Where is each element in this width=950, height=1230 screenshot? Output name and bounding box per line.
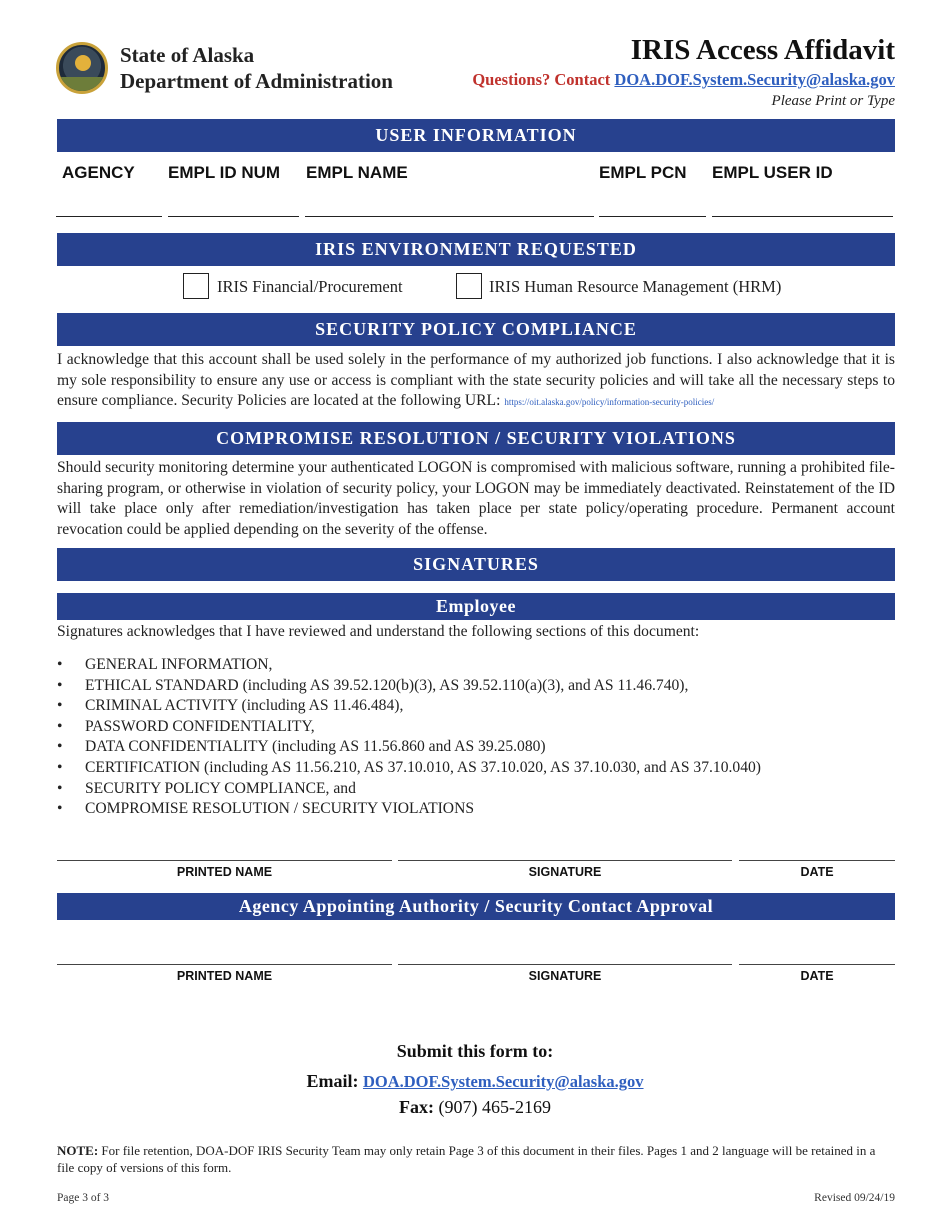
employee-printed-name-field[interactable] bbox=[57, 860, 392, 861]
hrm-label: IRIS Human Resource Management (HRM) bbox=[489, 277, 782, 296]
list-item: • GENERAL INFORMATION, bbox=[57, 656, 273, 673]
note-label: NOTE: bbox=[57, 1143, 99, 1158]
signatures-heading: SIGNATURES bbox=[57, 548, 895, 581]
empl-user-id-column-header: EMPL USER ID bbox=[712, 163, 833, 182]
employee-printed-name-label: PRINTED NAME bbox=[176, 865, 273, 879]
employee-date-label: DATE bbox=[800, 865, 834, 879]
security-policy-body: I acknowledge that this account shall be used solely in the performance of my authorized job functions. I also acknowledge that it is my sole responsibility to ensure any use or access is compliant with the state security policies and will take all the necessary steps to ensure compliance. Security Policies are located at the following URL: bbox=[57, 351, 895, 410]
empl-id-column-header: EMPL ID NUM bbox=[168, 163, 281, 182]
empl-id-field[interactable] bbox=[168, 216, 299, 217]
page-number: Page 3 of 3 bbox=[57, 1192, 110, 1204]
list-item: • PASSWORD CONFIDENTIALITY, bbox=[57, 717, 315, 735]
approver-signature-label: SIGNATURE bbox=[528, 969, 602, 983]
compromise-heading: COMPROMISE RESOLUTION / SECURITY VIOLATIONS bbox=[57, 422, 895, 455]
list-item: • CERTIFICATION (including AS 11.56.210, AS 37.10.010, AS 37.10.020, AS 37.10.030, and AS 37.10.040) bbox=[57, 758, 761, 776]
empl-name-column-header: EMPL NAME bbox=[306, 163, 408, 182]
form-title: IRIS Access Affidavit bbox=[630, 34, 895, 66]
hrm-checkbox[interactable] bbox=[456, 273, 482, 299]
submit-email-link[interactable]: DOA.DOF.System.Security@alaska.gov bbox=[362, 1072, 644, 1091]
empl-pcn-field[interactable] bbox=[599, 216, 706, 217]
agency-field[interactable] bbox=[56, 216, 162, 217]
signatures-intro: Signatures acknowledges that I have reviewed and understand the following sections of this document: bbox=[57, 623, 700, 640]
financial-procurement-checkbox[interactable] bbox=[183, 273, 209, 299]
contact-line bbox=[472, 70, 895, 90]
security-policy-url-link[interactable]: https://oit.alaska.gov/policy/information-security-policies/ bbox=[504, 397, 715, 408]
approver-signature-field[interactable] bbox=[398, 964, 732, 965]
financial-procurement-label: IRIS Financial/Procurement bbox=[217, 277, 403, 296]
approval-heading: Agency Appointing Authority / Security Contact Approval bbox=[57, 893, 895, 920]
approver-date-label: DATE bbox=[800, 969, 834, 983]
security-policy-text bbox=[57, 350, 895, 413]
list-item: • DATA CONFIDENTIALITY (including AS 11.56.860 and AS 39.25.080) bbox=[57, 738, 546, 756]
empl-user-id-field[interactable] bbox=[712, 216, 893, 217]
org-line-state: State of Alaska bbox=[120, 43, 255, 67]
approver-date-field[interactable] bbox=[739, 964, 895, 965]
list-item: • CRIMINAL ACTIVITY (including AS 11.46.484), bbox=[57, 697, 404, 715]
acknowledged-sections-list bbox=[57, 655, 895, 820]
security-policy-heading: SECURITY POLICY COMPLIANCE bbox=[57, 313, 895, 346]
retention-note bbox=[57, 1143, 895, 1176]
employee-signature-label: SIGNATURE bbox=[528, 865, 602, 879]
submit-email-line bbox=[0, 1071, 950, 1092]
empl-name-field[interactable] bbox=[305, 216, 594, 217]
note-text: For file retention, DOA-DOF IRIS Security Team may only retain Page 3 of this document in their files. Pages 1 and 2 language will be retained in a file copy of versions of this form. bbox=[57, 1143, 876, 1175]
submit-email-label: Email: bbox=[306, 1071, 359, 1091]
submit-fax-label: Fax: bbox=[399, 1097, 434, 1117]
user-information-heading: USER INFORMATION bbox=[57, 119, 895, 152]
contact-email-link[interactable]: DOA.DOF.System.Security@alaska.gov bbox=[614, 70, 895, 89]
employee-signature-field[interactable] bbox=[398, 860, 732, 861]
approver-printed-name-field[interactable] bbox=[57, 964, 392, 965]
submit-fax-line bbox=[0, 1097, 950, 1118]
state-seal-icon bbox=[56, 42, 108, 94]
list-item: • ETHICAL STANDARD (including AS 39.52.120(b)(3), AS 39.52.110(a)(3), and AS 11.46.740), bbox=[57, 676, 689, 694]
contact-prefix: Questions? Contact bbox=[472, 70, 611, 89]
organization-name bbox=[120, 42, 393, 94]
approver-printed-name-label: PRINTED NAME bbox=[176, 969, 273, 983]
compromise-text: Should security monitoring determine your authenticated LOGON is compromised with malicious software, running a prohibited file-sharing program, or otherwise in violation of security policy, your LOGON may be immediately deactivated. Reinstatement of the ID will take place only after remediation/investigation has taken place per state policy/operating procedure. Permanent account revocation could be applied depending on the severity of the offense. bbox=[57, 459, 895, 538]
employee-date-field[interactable] bbox=[739, 860, 895, 861]
employee-heading: Employee bbox=[57, 593, 895, 620]
org-line-department: Department of Administration bbox=[120, 69, 393, 93]
empl-pcn-column-header: EMPL PCN bbox=[599, 163, 687, 182]
revision-date: Revised 09/24/19 bbox=[814, 1192, 895, 1204]
list-item: • COMPROMISE RESOLUTION / SECURITY VIOLATIONS bbox=[57, 800, 474, 818]
list-item: • SECURITY POLICY COMPLIANCE, and bbox=[57, 779, 356, 797]
submit-fax-number: (907) 465-2169 bbox=[438, 1097, 551, 1117]
submit-heading: Submit this form to: bbox=[396, 1041, 554, 1061]
environment-heading: IRIS ENVIRONMENT REQUESTED bbox=[57, 233, 895, 266]
print-note: Please Print or Type bbox=[771, 93, 895, 109]
agency-column-header: AGENCY bbox=[62, 163, 135, 182]
